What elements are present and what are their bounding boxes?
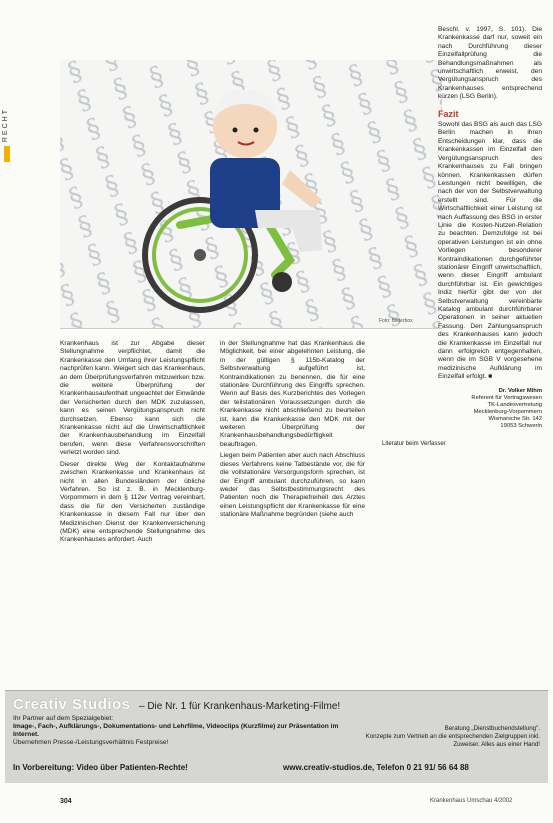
paragraph: Liegen beim Patienten aber auch nach Abschluss dieses Verfahrens keine Tatbestände vor, die für die vollstationäre Versorgungsform sprechen, ist der Eingriff ambulant durchzuführen, so kann weder das Selbstbestimmungsrecht des Patienten noch die Therapiefreiheit des Arztes einen Leistungspflicht der Krankenkasse für eine stationäre Maßnahme begründen (siehe auch [220, 452, 365, 519]
ad-header [13, 696, 340, 714]
journal-name: Krankenhaus Umschau 4/2002 [430, 798, 513, 804]
section-heading: Fazit [438, 108, 459, 119]
ad-brand: Creativ Studios [13, 696, 131, 713]
author-line: Mecklenburg-Vorpommern [473, 408, 542, 415]
paragraph: Krankenhaus ist zur Abgabe dieser Stellungnahme verpflichtet, damit die Krankenkasse den Umfang ihrer Leistungspflicht nachprüfen kann. Weigert sich das Krankenhaus, an dem Überprüfungsverfahren mitzuwirken bzw. die weitere Überprüfung der Krankenhausaufenthalt ungeachtet der Einwände der Versicherten durch den MDK zuzulassen, kann es seinen Vergütungsanspruch nicht durchsetzen. Ebenso kann sich die Krankenkasse nicht auf die Unwirtschaftlichkeit der Krankenhausbehandlung im Einzelfall berufen, wenn diese Verfahrensvorschriften verletzt worden sind. [60, 340, 205, 457]
ad-press: Übernehmen Presse-/Leistungsverhältnis Festpreise! [13, 739, 169, 746]
ad-bottom-line [13, 763, 540, 772]
advertisement-banner [5, 690, 548, 783]
ad-right-title: Beratung „Dienstbuchendstellung". [444, 725, 540, 732]
ad-right-body: Konzepte zum Vertrieb an die entsprechenden Zielgruppen inkl. Zuweiser. Alles aus einer Hand! [365, 733, 540, 748]
ad-tagline: – Die Nr. 1 für Krankenhaus-Marketing-Filme! [138, 701, 341, 712]
ad-intro: Ihr Partner auf dem Spezialgebiet: [13, 715, 114, 722]
author-line: 19053 Schwerin [500, 422, 542, 429]
section-marker [4, 146, 10, 162]
ad-services: Image-, Fach-, Aufklärungs-, Dokumentations- und Lehrfilme, Videoclips (Kurzfilme) zur Präsentation im Internet. [13, 723, 339, 738]
ad-contact-link[interactable]: www.creativ-studios.de, Telefon 0 21 91/ 56 64 88 [283, 763, 469, 772]
ad-body [13, 715, 343, 747]
paragraph: in der Stellungnahme hat das Krankenhaus die Möglichkeit, bei einer abgelehnten Leistung, die in der gültigen § 115b-Katalog der Selbstverwaltung aufgeführt ist, Kontraindikationen zu benennen, die für eine stationäre Durchführung des Eingriffs sprechen. Wenn auf Basis des Kurzberichtes des Vorlegen der teilstationären Voraussetzungen durch die Krankenkasse nicht abschließend zu beurteilen ist, kann die Krankenkasse den MDK mit der weiteren Überprüfung der Krankenhausbehandlungsbedürftigkeit beauftragen. [220, 340, 365, 448]
section-rubric [2, 108, 12, 162]
section-label: RECHT [2, 108, 9, 143]
page-number: 304 [60, 798, 72, 805]
author-line: Wismarsche Str. 142 [488, 415, 542, 422]
author-name: Dr. Volker Mihm [498, 387, 542, 394]
paragraph: Dieser direkte Weg der Kontaktaufnahme zwischen Krankenkasse und Krankenhaus ist nicht in allen Bundesländern der übliche Verfahren. So ist z. B. in Mecklenburg-Vorpommern in dem § 112er Vertrag vereinbart, dass die für den Versicherten zuständige Krankenkasse in diesem Fall nur über den Medizinischen Dienst der Krankenversicherung (MDK) eine entsprechende Stellungnahme des Krankenhauses anfordert. Auch [60, 460, 205, 544]
author-block [382, 388, 542, 430]
ad-announcement: In Vorbereitung: Video über Patienten-Rechte! [13, 763, 188, 772]
paragraph: Beschl. v. 1997, S. 101). Die Krankenkasse darf nur, soweit ein nach Durchführung dieser Einzelfallprüfung die Behandlungsmaßnahmen als unwirtschaftlich erweist, den Vergütungsanspruch des Krankenhauses entsprechend kürzen (LSG Berlin). [438, 26, 542, 101]
text-column-1 [60, 340, 205, 548]
photo-credit: Foto: Bilderbox [379, 318, 413, 324]
literature-note: Literatur beim Verfasser [382, 440, 446, 447]
author-line: TK-Landesvertretung [487, 401, 542, 408]
ad-right-text [355, 725, 540, 749]
paragraph: Sowohl das BSG als auch das LSG Berlin machen in ihren Entscheidungen klar, dass die Krankenkassen im Einzelfall den Vergütungsanspruch des Krankenhauses zu Fall bringen können. Krankenkassen dürfen Leistungen nicht bewilligen, die nach der von der Selbstverwaltung erstellt sind. Für die Wirtschaftlichkeit einer Leistung ist nach Auffassung des BSG in erster Linie die Kosten-Nutzen-Relation zu beachten. Demzufolge ist bei operativen Leistungen ist ein ohne Vorliegen besonderer Kontraindikationen durchgeführter stationärer Eingriff unwirtschaftlich, wenn dieser Eingriff ambulant durchführbar ist. Ein gewichtiges Indiz hierfür gibt der von der Selbstverwaltung vereinbarte Katalog ambulant durchführbarer Operationen in seiner aktuellen Fassung. Den Zahlungsanspruch des Krankenhauses kann jedoch die Krankenkasse im Einzelfall nur dann erfolgreich entgegenhalten, wenn die im SGB V vorgesehene medizinische Aufklärung im Einzelfall erfolgt. ■ [438, 121, 542, 381]
author-line: Referent für Vertragswesen [471, 394, 542, 401]
text-column-2 [220, 340, 365, 523]
text-column-3 [382, 26, 542, 448]
